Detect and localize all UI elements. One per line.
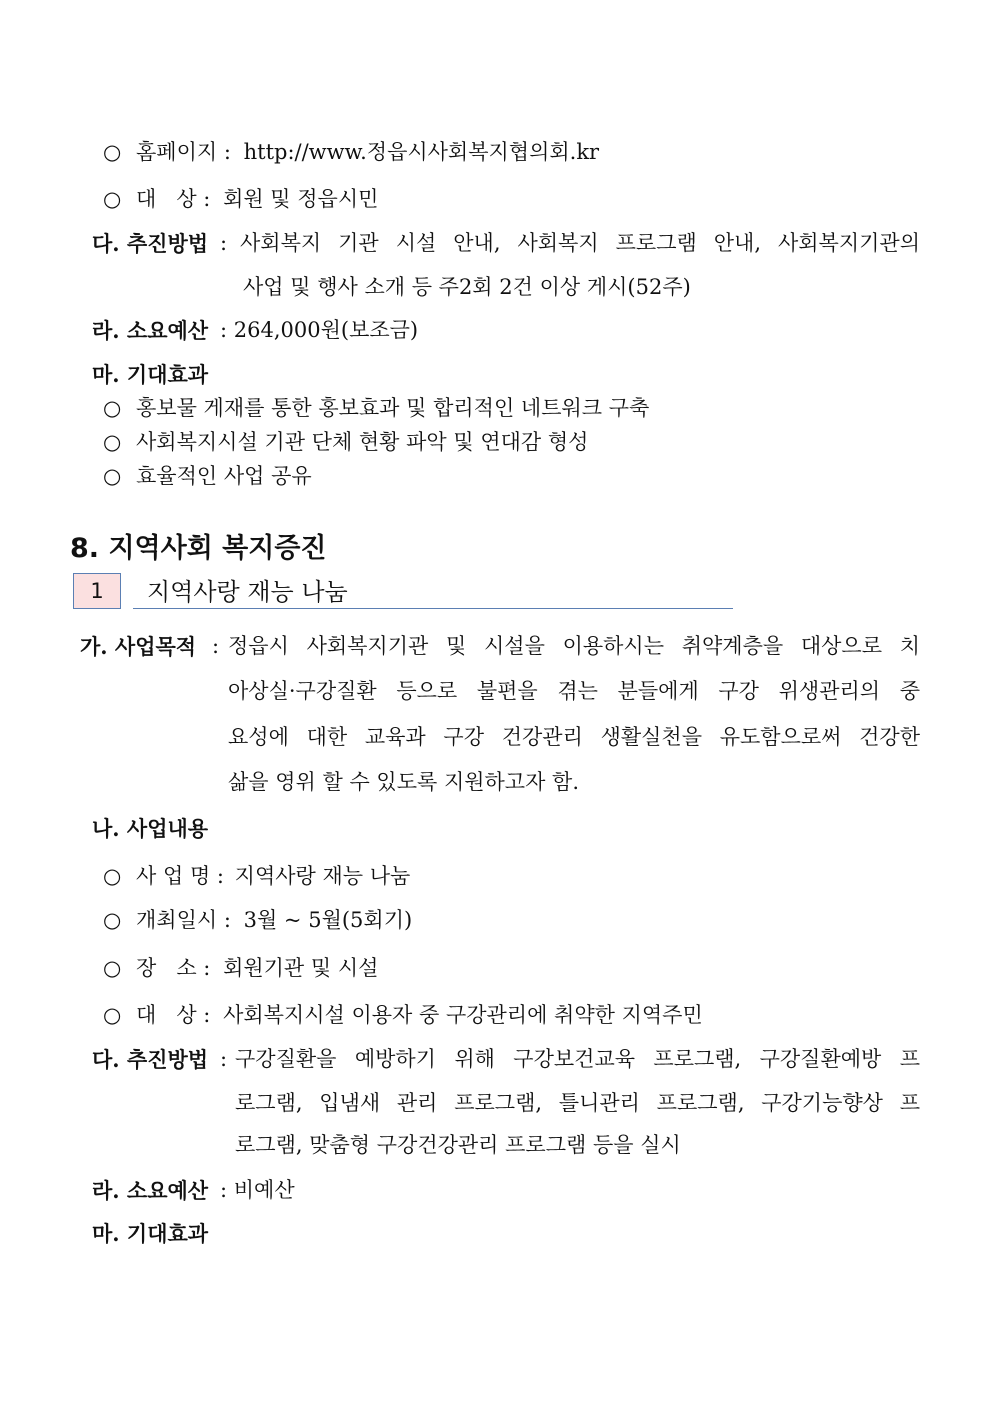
list-item (103, 466, 312, 487)
list-item (103, 432, 588, 453)
bullet-circle-icon: ○ (103, 956, 122, 980)
budget-value: : 비예산 (220, 1178, 295, 1202)
list-item (103, 866, 410, 887)
purpose-line: 정읍시 사회복지기관 및 시설을 이용하시는 취약계층을 대상으로 치 (228, 634, 920, 658)
section-label: 가. 사업목적 (80, 634, 197, 659)
colon: : (220, 231, 228, 255)
list-item (103, 189, 378, 210)
item-label: 장 소 : (136, 956, 211, 980)
section-label: 마. 기대효과 (92, 362, 209, 387)
budget-value: : 264,000원(보조금) (220, 318, 419, 342)
list-item (103, 958, 378, 979)
bullet-circle-icon: ○ (103, 430, 122, 454)
subsection-title: 지역사랑 재능 나눔 (147, 578, 348, 606)
effect-text: 홍보물 게재를 통한 홍보효과 및 합리적인 네트워크 구축 (136, 396, 650, 420)
method-line: 로그램, 입냄새 관리 프로그램, 틀니관리 프로그램, 구강기능향상 프 (235, 1091, 920, 1115)
bullet-circle-icon: ○ (103, 864, 122, 888)
effect-text: 효율적인 사업 공유 (136, 464, 312, 488)
bullet-circle-icon: ○ (103, 187, 122, 211)
purpose-line: 삶을 영위 할 수 있도록 지원하고자 함. (228, 770, 580, 794)
item-label: 대 상 : (136, 1003, 211, 1027)
item-label: 개최일시 : (136, 908, 231, 932)
list-item (103, 398, 649, 419)
item-label: 홈페이지 : (136, 140, 231, 164)
bullet-circle-icon: ○ (103, 396, 122, 420)
section-label: 라. 소요예산 (92, 1178, 209, 1203)
purpose-line: 요성에 대한 교육과 구강 건강관리 생활실천을 유도함으로써 건강한 (228, 725, 920, 749)
purpose-line: 아상실·구강질환 등으로 불편을 겪는 분들에게 구강 위생관리의 중 (228, 679, 920, 703)
section-label: 다. 추진방법 (92, 231, 209, 256)
section-label: 나. 사업내용 (92, 816, 209, 841)
method-line: 사회복지 기관 시설 안내, 사회복지 프로그램 안내, 사회복지기관의 (240, 231, 920, 255)
item-value: 3월 ~ 5월(5회기) (243, 908, 413, 932)
title-underline (133, 608, 733, 609)
section-label: 마. 기대효과 (92, 1221, 209, 1246)
list-item (103, 142, 599, 163)
method-line: 사업 및 행사 소개 등 주2회 2건 이상 게시(52주) (243, 275, 691, 299)
subsection-number-box: 1 (73, 573, 121, 609)
bullet-circle-icon: ○ (103, 464, 122, 488)
item-value: 회원 및 정읍시민 (223, 187, 379, 211)
bullet-circle-icon: ○ (103, 140, 122, 164)
colon: : (220, 1047, 228, 1071)
list-item (103, 910, 412, 931)
bullet-circle-icon: ○ (103, 908, 122, 932)
method-line: 로그램, 맞춤형 구강건강관리 프로그램 등을 실시 (235, 1133, 681, 1157)
section-heading: 8. 지역사회 복지증진 (70, 533, 327, 564)
method-line: 구강질환을 예방하기 위해 구강보건교육 프로그램, 구강질환예방 프 (235, 1047, 920, 1071)
homepage-url: http://www.정읍시사회복지협의회.kr (243, 140, 600, 164)
list-item (103, 1005, 703, 1026)
effect-text: 사회복지시설 기관 단체 현황 파악 및 연대감 형성 (136, 430, 589, 454)
item-value: 사회복지시설 이용자 중 구강관리에 취약한 지역주민 (223, 1003, 703, 1027)
section-label: 다. 추진방법 (92, 1047, 209, 1072)
section-label: 라. 소요예산 (92, 318, 209, 343)
item-label: 사 업 명 : (136, 864, 224, 888)
colon: : (212, 634, 220, 658)
bullet-circle-icon: ○ (103, 1003, 122, 1027)
item-label: 대 상 : (136, 187, 211, 211)
item-value: 지역사랑 재능 나눔 (234, 864, 411, 888)
item-value: 회원기관 및 시설 (223, 956, 379, 980)
